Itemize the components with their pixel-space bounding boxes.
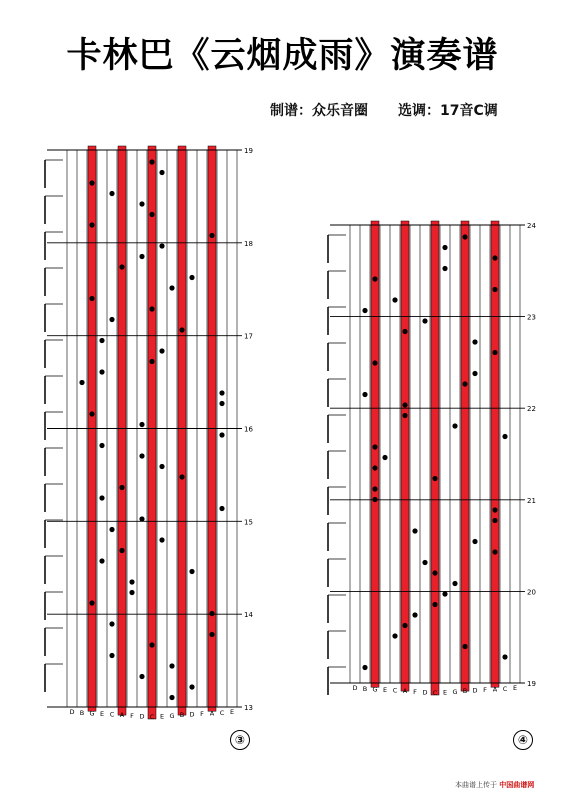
page-title: 卡林巴《云烟成雨》演奏谱 xyxy=(66,36,499,76)
right-note-label: F xyxy=(483,686,487,694)
left-note-dot xyxy=(89,180,94,185)
left-note-label: C xyxy=(219,708,225,717)
right-note-dot xyxy=(432,476,437,481)
right-note-dot xyxy=(372,497,377,502)
right-measure-label: 19 xyxy=(527,680,536,688)
right-note-dot xyxy=(472,339,477,344)
left-note-dot xyxy=(99,369,104,374)
left-note-dot xyxy=(219,432,224,437)
left-note-dot xyxy=(139,674,144,679)
left-note-dot xyxy=(219,401,224,406)
left-note-dot xyxy=(99,338,104,343)
left-note-dot xyxy=(189,275,194,280)
right-note-dot xyxy=(402,623,407,628)
left-note-dot xyxy=(89,600,94,605)
right-note-dot xyxy=(492,518,497,523)
right-note-dot xyxy=(402,329,407,334)
right-note-label: D xyxy=(422,688,428,697)
right-note-dot xyxy=(442,266,447,271)
footer-brand: 中国曲谱网 xyxy=(499,781,535,789)
left-note-dot xyxy=(209,233,214,238)
right-note-dot xyxy=(492,255,497,260)
left-measure-label: 13 xyxy=(244,704,253,712)
left-note-dot xyxy=(99,495,104,500)
left-note-dot xyxy=(219,506,224,511)
right-note-dot xyxy=(382,455,387,460)
left-measure-label: 15 xyxy=(244,518,253,527)
left-note-dot xyxy=(179,474,184,479)
left-note-dot xyxy=(109,191,114,196)
right-note-dot xyxy=(452,581,457,586)
right-note-dot xyxy=(502,434,507,439)
left-note-dot xyxy=(99,443,104,448)
left-note-label: B xyxy=(79,708,85,717)
left-note-dot xyxy=(209,611,214,616)
left-note-label: D xyxy=(69,708,75,717)
left-note-dot xyxy=(139,516,144,521)
right-note-label: C xyxy=(502,684,508,693)
right-note-dot xyxy=(432,602,437,607)
left-note-dot xyxy=(149,642,154,647)
right-note-dot xyxy=(362,665,367,670)
right-note-dot xyxy=(372,444,377,449)
left-note-label: C xyxy=(149,713,155,721)
right-note-label: C xyxy=(432,689,438,697)
page-number-left: ③ xyxy=(230,730,250,750)
right-note-dot xyxy=(402,413,407,418)
left-note-label: D xyxy=(189,710,195,719)
right-red-tine xyxy=(461,221,469,691)
right-note-label: G xyxy=(372,685,378,694)
right-note-dot xyxy=(412,612,417,617)
left-note-dot xyxy=(139,201,144,206)
right-note-dot xyxy=(462,381,467,386)
left-note-dot xyxy=(79,380,84,385)
left-note-dot xyxy=(139,422,144,427)
right-note-label: E xyxy=(512,684,518,693)
left-note-dot xyxy=(109,317,114,322)
right-note-label: G xyxy=(452,687,458,696)
right-note-label: A xyxy=(492,685,498,694)
left-note-label: D xyxy=(139,712,145,721)
left-note-dot xyxy=(149,212,154,217)
right-note-dot xyxy=(372,276,377,281)
right-note-label: F xyxy=(413,687,417,696)
right-note-dot xyxy=(422,560,427,565)
left-note-dot xyxy=(119,485,124,490)
left-note-dot xyxy=(209,632,214,637)
score-maker: 制谱：众乐音圈 xyxy=(270,103,368,119)
left-note-dot xyxy=(159,243,164,248)
right-measure-label: 23 xyxy=(527,313,536,322)
left-note-dot xyxy=(109,653,114,658)
left-note-label: G xyxy=(169,711,175,720)
right-note-dot xyxy=(452,423,457,428)
left-note-dot xyxy=(159,537,164,542)
right-note-dot xyxy=(442,591,447,596)
right-note-label: E xyxy=(382,686,388,694)
left-note-label: E xyxy=(229,708,235,717)
left-note-label: B xyxy=(179,711,185,720)
right-note-dot xyxy=(372,486,377,491)
right-red-tine xyxy=(371,221,379,687)
right-note-label: D xyxy=(472,686,478,695)
right-note-dot xyxy=(392,633,397,638)
page-number-right: ④ xyxy=(513,730,533,750)
left-note-dot xyxy=(219,390,224,395)
right-note-dot xyxy=(492,507,497,512)
right-measure-label: 24 xyxy=(527,222,536,230)
right-red-tine xyxy=(401,221,409,691)
left-note-dot xyxy=(159,464,164,469)
left-note-label: G xyxy=(89,709,95,718)
right-note-label: D xyxy=(352,684,358,693)
left-note-dot xyxy=(149,359,154,364)
left-measure-label: 17 xyxy=(244,332,253,341)
left-note-dot xyxy=(129,590,134,595)
left-red-tine xyxy=(178,146,186,715)
left-note-dot xyxy=(159,170,164,175)
left-note-dot xyxy=(119,548,124,553)
left-note-dot xyxy=(139,254,144,259)
left-note-dot xyxy=(189,684,194,689)
left-note-label: C xyxy=(109,710,115,719)
left-note-dot xyxy=(129,579,134,584)
right-note-dot xyxy=(402,402,407,407)
right-note-dot xyxy=(372,360,377,365)
right-note-dot xyxy=(442,245,447,250)
left-red-tine xyxy=(118,146,126,715)
left-note-dot xyxy=(109,527,114,532)
right-note-dot xyxy=(372,465,377,470)
right-note-label: E xyxy=(442,688,448,697)
left-measure-label: 18 xyxy=(244,239,253,248)
score-key: 选调：17音C调 xyxy=(398,103,498,119)
right-note-dot xyxy=(492,287,497,292)
right-note-label: B xyxy=(462,687,468,696)
left-red-tine xyxy=(148,146,156,719)
right-note-dot xyxy=(502,654,507,659)
right-red-tine xyxy=(431,221,439,695)
left-note-dot xyxy=(149,159,154,164)
left-note-label: F xyxy=(200,710,204,718)
left-note-dot xyxy=(169,663,174,668)
right-note-dot xyxy=(422,318,427,323)
left-note-label: A xyxy=(119,711,125,720)
right-note-dot xyxy=(492,350,497,355)
right-note-dot xyxy=(412,528,417,533)
right-note-dot xyxy=(462,234,467,239)
left-note-label: F xyxy=(130,711,134,720)
footer xyxy=(455,780,534,790)
left-note-dot xyxy=(189,569,194,574)
left-measure-label: 14 xyxy=(244,611,253,620)
left-note-label: E xyxy=(99,710,105,718)
left-note-dot xyxy=(119,264,124,269)
right-note-label: B xyxy=(362,684,368,693)
left-note-dot xyxy=(179,327,184,332)
right-note-label: A xyxy=(402,687,408,696)
left-measure-label: 16 xyxy=(244,425,253,434)
left-note-label: E xyxy=(159,712,165,721)
right-measure-label: 21 xyxy=(527,496,536,505)
left-note-dot xyxy=(159,348,164,353)
left-note-dot xyxy=(149,306,154,311)
left-measure-label: 19 xyxy=(244,147,253,155)
left-note-label: A xyxy=(209,709,215,718)
left-note-dot xyxy=(169,695,174,700)
left-note-dot xyxy=(109,621,114,626)
right-note-dot xyxy=(362,308,367,313)
left-note-dot xyxy=(89,411,94,416)
right-note-dot xyxy=(432,570,437,575)
right-note-dot xyxy=(472,539,477,544)
right-note-label: C xyxy=(392,686,398,695)
left-note-dot xyxy=(89,296,94,301)
right-note-dot xyxy=(462,644,467,649)
left-note-dot xyxy=(139,453,144,458)
left-note-dot xyxy=(89,222,94,227)
right-note-dot xyxy=(472,371,477,376)
right-note-dot xyxy=(392,297,397,302)
right-measure-label: 20 xyxy=(527,588,536,597)
left-note-dot xyxy=(99,558,104,563)
right-note-dot xyxy=(362,392,367,397)
right-measure-label: 22 xyxy=(527,405,536,414)
footer-text: 本曲谱上传于 xyxy=(455,781,497,789)
right-note-dot xyxy=(492,549,497,554)
left-note-dot xyxy=(169,285,174,290)
